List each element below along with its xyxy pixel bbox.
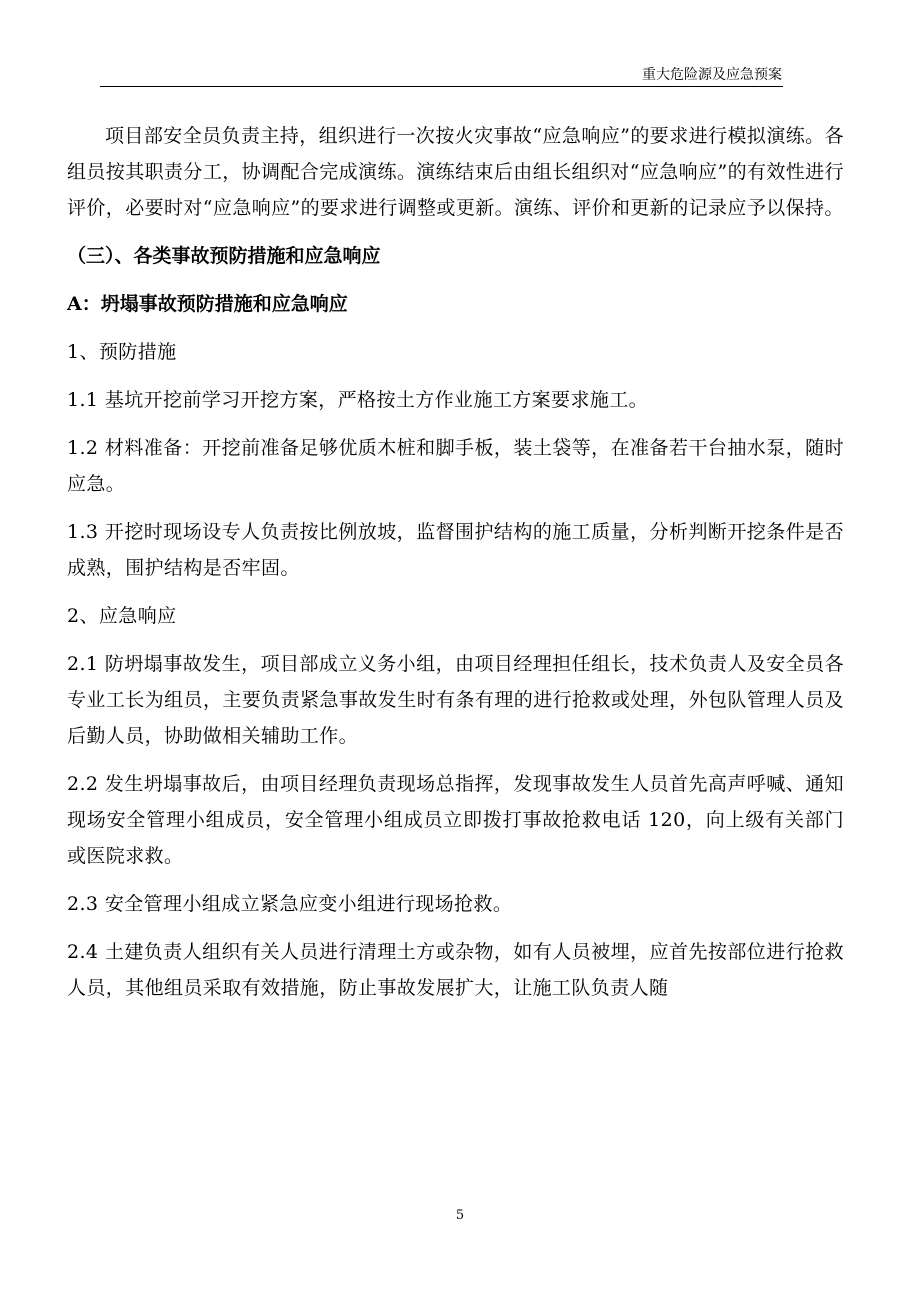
prevention-title: 1、预防措施: [67, 341, 177, 363]
paragraph-2-1: 2.1 防坍塌事故发生，项目部成立义务小组，由项目经理担任组长，技术负责人及安全员各专业工长为组员，主要负责紧急事故发生时有条有理的进行抢救或处理，外包队管理人员及后勤人员，协助做相关辅助工作。: [67, 653, 844, 747]
header-rule: [100, 86, 783, 87]
page-number: 5: [455, 1208, 465, 1223]
intro-paragraph: 项目部安全员负责主持，组织进行一次按火灾事故“应急响应”的要求进行模拟演练。各组员按其职责分工，协调配合完成演练。演练结束后由组长组织对“应急响应”的有效性进行评价，必要时对“应急响应”的要求进行调整或更新。演练、评价和更新的记录应予以保持。: [67, 125, 844, 219]
section-heading: （三）、各类事故预防措施和应急响应: [67, 245, 381, 267]
paragraph-2-4: 2.4 土建负责人组织有关人员进行清理土方或杂物，如有人员被埋，应首先按部位进行抢救人员，其他组员采取有效措施，防止事故发展扩大，让施工队负责人随: [67, 941, 844, 999]
paragraph-2-2: 2.2 发生坍塌事故后，由项目经理负责现场总指挥，发现事故发生人员首先高声呼喊、通知现场安全管理小组成员，安全管理小组成员立即拨打事故抢救电话 120，向上级有关部门或医院求救。: [67, 773, 844, 867]
response-title: 2、应急响应: [67, 605, 177, 627]
sub-heading: A：坍塌事故预防措施和应急响应: [67, 293, 348, 315]
paragraph-2-3: 2.3 安全管理小组成立紧急应变小组进行现场抢救。: [67, 893, 513, 915]
paragraph-1-3: 1.3 开挖时现场设专人负责按比例放坡，监督围护结构的施工质量，分析判断开挖条件是否成熟，围护结构是否牢固。: [67, 521, 844, 579]
document-body: [67, 118, 844, 1006]
paragraph-1-2: 1.2 材料准备：开挖前准备足够优质木桩和脚手板，装土袋等，在准备若干台抽水泵，随时应急。: [67, 437, 844, 495]
header-title: 重大危险源及应急预案: [642, 67, 782, 83]
paragraph-1-1: 1.1 基坑开挖前学习开挖方案，严格按土方作业施工方案要求施工。: [67, 389, 649, 411]
